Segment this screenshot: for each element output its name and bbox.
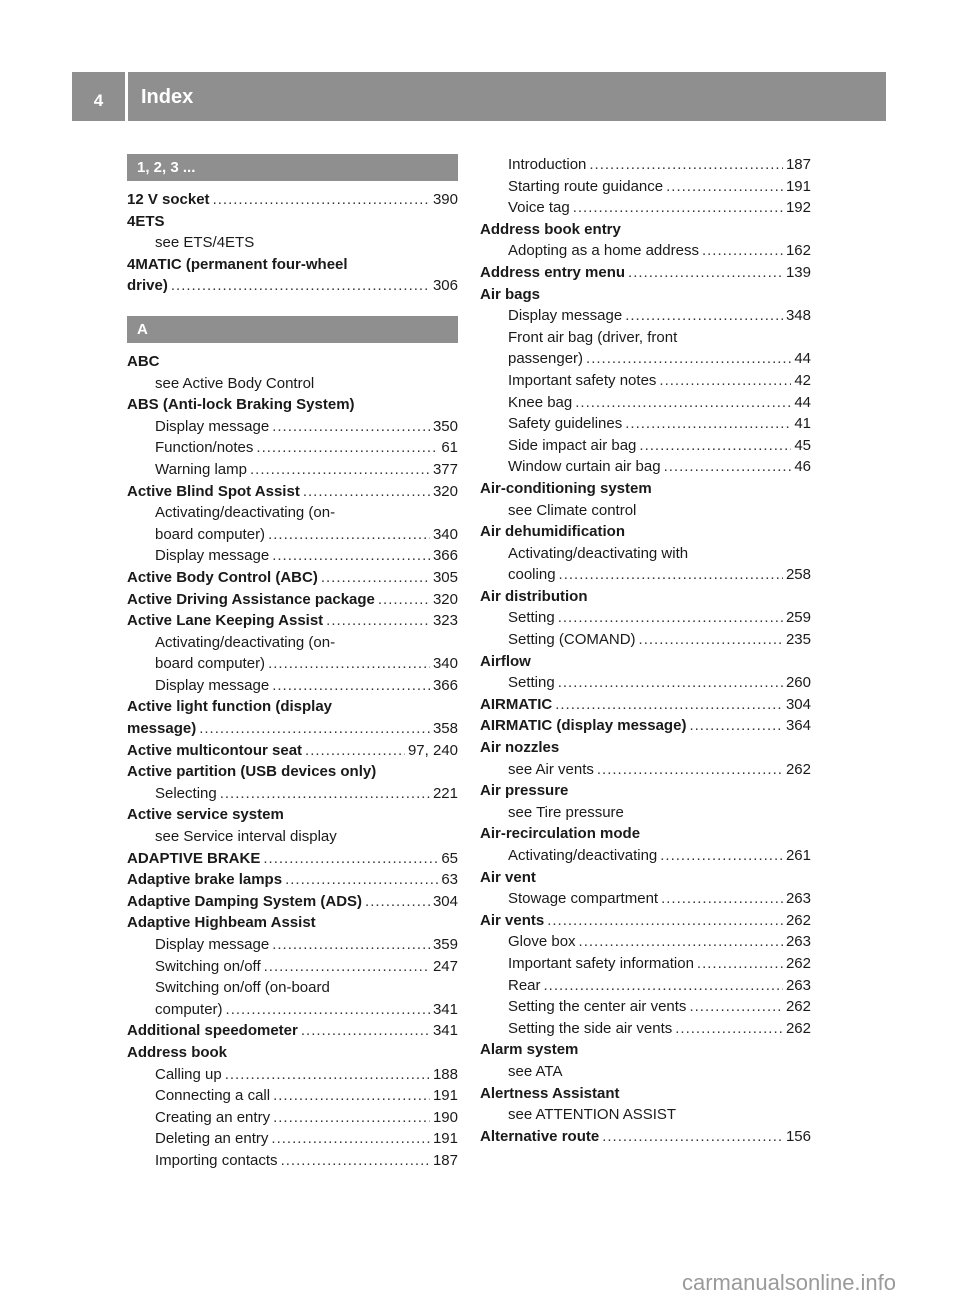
entry-text: Active service system [127,806,284,824]
page-reference[interactable]: 341 [432,1000,458,1018]
index-subentry [480,845,811,867]
index-subentry [127,934,458,956]
index-subentry [480,1061,811,1083]
page-reference[interactable]: 42 [794,371,811,389]
entry-text: Address entry menu [480,263,626,281]
index-entry [480,586,811,608]
page-reference[interactable]: 259 [785,609,811,627]
index-entry [127,869,458,891]
index-entry [480,910,811,932]
page-reference[interactable]: 191 [785,177,811,195]
index-subentry [127,1128,458,1150]
dot-leader [664,456,792,478]
index-entry [127,211,458,233]
dot-leader [272,675,430,697]
index-subentry [480,327,811,349]
index-entry [480,219,811,241]
dot-leader [675,1018,783,1040]
index-entry [127,589,458,611]
index-entry [127,481,458,503]
page-reference[interactable]: 366 [432,547,458,565]
page-reference[interactable]: 235 [785,631,811,649]
dot-leader [326,610,430,632]
index-entry [127,351,458,373]
dot-leader [639,435,791,457]
entry-text: ADAPTIVE BRAKE [127,849,261,867]
index-subentry [127,502,458,524]
dot-leader [639,629,783,651]
index-subentry [480,543,811,565]
index-entry [127,891,458,913]
index-subentry [127,545,458,567]
dot-leader [625,305,783,327]
index-entry [127,567,458,589]
dot-leader [586,348,791,370]
entry-text: Alertness Assistant [480,1084,620,1102]
dot-leader [547,910,783,932]
index-subentry [480,305,811,327]
dot-leader [589,154,783,176]
entry-text: Air-recirculation mode [480,825,641,843]
page-reference[interactable]: 191 [432,1087,458,1105]
entry-text: see Tire pressure [508,803,624,821]
dot-leader [285,869,438,891]
index-entry [127,761,458,783]
entry-text: Alternative route [480,1127,600,1145]
entry-text: Adaptive Damping System (ADS) [127,892,363,910]
page-reference[interactable]: 263 [785,890,811,908]
index-entry [127,912,458,934]
index-entry [127,610,458,632]
entry-text: Window curtain air bag [508,458,661,476]
entry-text: Active Body Control (ABC) [127,568,318,586]
entry-text: Airflow [480,652,531,670]
entry-text: Importing contacts [155,1151,278,1169]
dot-leader [660,845,783,867]
entry-text: Creating an entry [155,1108,271,1126]
index-subentry [127,232,458,254]
dot-leader [250,459,430,481]
index-subentry [480,348,811,370]
entry-text: computer) [155,1000,223,1018]
dot-leader [555,694,783,716]
index-entry [127,740,458,762]
page-reference[interactable]: 263 [785,933,811,951]
index-subentry [480,1104,811,1126]
section-header: 1, 2, 3 ... [127,154,458,181]
dot-leader [666,176,783,198]
entry-text: Calling up [155,1065,222,1083]
index-subentry [127,459,458,481]
entry-text: Function/notes [155,439,254,457]
dot-leader [559,564,783,586]
dot-leader [689,996,783,1018]
entry-text: see Climate control [508,501,637,519]
page-reference[interactable]: 358 [432,720,458,738]
page-reference[interactable]: 63 [441,871,458,889]
page-reference[interactable]: 187 [785,156,811,173]
dot-leader [628,262,783,284]
dot-leader [558,672,783,694]
index-entry [127,804,458,826]
index-column-right [480,154,811,1147]
page-reference[interactable]: 304 [432,892,458,910]
entry-text: Air bags [480,285,541,303]
index-subentry [480,629,811,651]
index-subentry [480,435,811,457]
dot-leader [301,1020,430,1042]
entry-text: Display message [508,307,623,325]
index-subentry [480,975,811,997]
page-reference[interactable]: 366 [432,676,458,694]
index-entry [127,848,458,870]
dot-leader [602,1126,783,1148]
index-entry [127,189,458,211]
entry-text: passenger) [508,350,584,368]
dot-leader [697,953,783,975]
index-subentry [127,675,458,697]
index-entry [127,718,458,740]
entry-text: cooling [508,566,556,584]
dot-leader [558,607,783,629]
entry-text: Additional speedometer [127,1022,298,1040]
entry-text: Warning lamp [155,460,247,478]
index-entry [480,284,811,306]
entry-text: Introduction [508,156,587,173]
page-reference[interactable]: 304 [785,695,811,713]
entry-text: see Service interval display [155,828,337,846]
entry-text: Important safety notes [508,371,657,389]
page-reference[interactable]: 377 [432,460,458,478]
dot-leader [213,189,430,211]
index-subentry [480,456,811,478]
page-reference[interactable]: 156 [785,1127,811,1145]
page-reference[interactable]: 262 [785,998,811,1016]
page-reference[interactable]: 192 [785,199,811,217]
dot-leader [263,848,438,870]
page-header [72,72,886,121]
page-reference[interactable]: 41 [794,415,811,433]
page-reference[interactable]: 390 [432,191,458,208]
page-reference[interactable]: 188 [432,1065,458,1083]
page-reference[interactable]: 44 [794,393,811,411]
entry-text: Front air bag (driver, front [508,328,678,346]
entry-text: 4ETS [127,212,165,230]
page-reference[interactable]: 191 [432,1130,458,1148]
entry-text: Setting the side air vents [508,1019,673,1037]
entry-text: Side impact air bag [508,436,637,454]
dot-leader [273,1107,430,1129]
index-subentry [127,1064,458,1086]
index-entry [480,1083,811,1105]
index-subentry [127,653,458,675]
index-subentry [480,176,811,198]
entry-text: ABS (Anti-lock Braking System) [127,396,355,414]
dot-leader [268,524,430,546]
entry-text: Air distribution [480,587,588,605]
page-reference[interactable]: 260 [785,674,811,692]
index-subentry [127,956,458,978]
dot-leader [225,1064,430,1086]
index-entry [480,694,811,716]
page-reference[interactable]: 258 [785,566,811,584]
index-subentry [480,759,811,781]
dot-leader [226,999,430,1021]
index-subentry [480,564,811,586]
index-subentry [127,416,458,438]
page-reference[interactable]: 341 [432,1022,458,1040]
entry-text: Activating/deactivating with [508,544,689,562]
entry-text: Alarm system [480,1041,579,1059]
index-subentry [480,996,811,1018]
index-entry [480,823,811,845]
dot-leader [689,715,783,737]
entry-text: Display message [155,936,270,953]
index-entry [480,262,811,284]
page-reference[interactable]: 187 [432,1151,458,1169]
entry-text: Adaptive Highbeam Assist [127,914,316,932]
entry-text: see ATTENTION ASSIST [508,1106,677,1124]
entry-text: Display message [155,676,270,694]
page-reference[interactable]: 190 [432,1108,458,1126]
index-subentry [480,197,811,219]
page-reference[interactable]: 44 [794,350,811,368]
entry-text: Setting (COMAND) [508,631,636,649]
dot-leader [303,481,430,503]
entry-text: Active light function (display [127,698,333,716]
page-reference[interactable]: 263 [785,976,811,994]
dot-leader [544,975,783,997]
entry-text: 12 V socket [127,191,210,208]
entry-text: Safety guidelines [508,415,623,433]
index-entry [480,521,811,543]
index-entry [480,478,811,500]
index-entry [127,394,458,416]
page-reference[interactable]: 364 [785,717,811,735]
index-subentry [127,524,458,546]
index-subentry [127,977,458,999]
page-reference[interactable]: 323 [432,612,458,630]
entry-text: board computer) [155,655,266,673]
entry-text: Glove box [508,933,576,951]
dot-leader [268,653,430,675]
index-subentry [480,370,811,392]
entry-text: ABC [127,352,160,370]
index-entry [480,867,811,889]
entry-text: Activating/deactivating (on- [155,633,336,651]
dot-leader [220,783,430,805]
page-reference[interactable]: 262 [785,911,811,929]
index-subentry [127,632,458,654]
index-entry [480,1126,811,1148]
page-reference[interactable]: 261 [785,847,811,864]
dot-leader [575,392,791,414]
index-entry [480,737,811,759]
entry-text: 4MATIC (permanent four-wheel [127,255,348,273]
dot-leader [625,413,791,435]
page-reference[interactable]: 65 [441,849,458,867]
page-reference[interactable]: 247 [432,957,458,975]
entry-text: Air vent [480,868,536,886]
page-reference[interactable]: 306 [432,277,458,295]
index-subentry [480,888,811,910]
entry-text: Air dehumidification [480,523,626,541]
index-subentry [127,437,458,459]
entry-text: Adaptive brake lamps [127,871,283,889]
dot-leader [199,718,430,740]
index-entry [480,715,811,737]
index-subentry [127,1150,458,1172]
entry-text: Deleting an entry [155,1130,269,1148]
dot-leader [702,240,783,262]
page-reference[interactable]: 340 [432,525,458,543]
entry-text: drive) [127,277,168,295]
entry-text: Setting the center air vents [508,998,687,1016]
dot-leader [378,589,430,611]
dot-leader [273,1085,430,1107]
entry-text: see Air vents [508,760,594,778]
page-reference[interactable]: 320 [432,482,458,500]
page-number: 4 [93,91,104,110]
index-entry [127,696,458,718]
entry-text: AIRMATIC (display message) [480,717,687,735]
entry-text: Setting [508,609,555,627]
entry-text: Voice tag [508,199,570,217]
dot-leader [579,931,783,953]
dot-leader [171,275,430,297]
entry-text: Address book [127,1043,228,1061]
page-reference[interactable]: 350 [432,417,458,435]
index-subentry [127,373,458,395]
entry-text: Display message [155,417,270,435]
entry-text: Active multicontour seat [127,741,303,759]
entry-text: Stowage compartment [508,890,659,908]
page-reference[interactable]: 221 [432,784,458,802]
entry-text: Air-conditioning system [480,479,652,497]
index-subentry [480,500,811,522]
entry-text: Switching on/off [155,957,261,975]
index-subentry [127,999,458,1021]
entry-text: see ETS/4ETS [155,234,255,252]
index-subentry [127,783,458,805]
index-subentry [480,240,811,262]
index-column-left [127,154,458,1172]
index-entry [127,1042,458,1064]
page-reference[interactable]: 45 [794,436,811,454]
index-subentry [127,826,458,848]
entry-text: board computer) [155,525,266,543]
entry-text: Active Driving Assistance package [127,590,375,608]
index-subentry [127,1085,458,1107]
index-subentry [480,672,811,694]
index-subentry [480,953,811,975]
dot-leader [271,1128,430,1150]
entry-text: see Active Body Control [155,374,315,392]
dot-leader [365,891,430,913]
entry-text: Important safety information [508,954,694,972]
entry-text: message) [127,720,197,738]
index-entry [480,651,811,673]
page-reference[interactable]: 46 [794,458,811,476]
page-reference[interactable]: 139 [785,263,811,281]
page-reference[interactable]: 348 [785,307,811,325]
index-subentry [480,392,811,414]
page-reference[interactable]: 262 [785,954,811,972]
index-subentry [480,413,811,435]
entry-text: Address book entry [480,220,621,238]
entry-text: see ATA [508,1062,563,1080]
index-entry [127,275,458,297]
entry-text: Activating/deactivating (on- [155,504,336,522]
dot-leader [597,759,783,781]
entry-text: Setting [508,674,555,692]
dot-leader [305,740,405,762]
index-subentry [480,1018,811,1040]
index-entry [127,1020,458,1042]
entry-text: Starting route guidance [508,177,664,195]
entry-text: Active partition (USB devices only) [127,763,377,781]
dot-leader [661,888,783,910]
index-entry [127,254,458,276]
dot-leader [272,545,430,567]
page-reference[interactable]: 162 [785,242,811,260]
watermark: carmanualsonline.info [682,1270,897,1295]
dot-leader [272,416,430,438]
dot-leader [659,370,791,392]
index-subentry [480,607,811,629]
dot-leader [256,437,438,459]
entry-text: Adopting as a home address [508,242,699,260]
dot-leader [264,956,430,978]
page-reference[interactable]: 262 [785,1019,811,1037]
page-reference[interactable]: 61 [441,439,458,457]
index-entry [480,1039,811,1061]
index-subentry [480,154,811,176]
entry-text: Rear [508,976,541,994]
dot-leader [272,934,430,956]
index-subentry [480,802,811,824]
entry-text: Connecting a call [155,1087,271,1105]
page-reference[interactable]: 97, 240 [407,741,458,759]
index-subentry [127,1107,458,1129]
page-reference[interactable]: 320 [432,590,458,608]
entry-text: Selecting [155,784,217,802]
entry-text: Switching on/off (on-board [155,979,330,997]
dot-leader [321,567,430,589]
page-reference[interactable]: 305 [432,568,458,586]
header-divider [125,72,128,121]
page-reference[interactable]: 359 [432,936,458,953]
entry-text: AIRMATIC [480,695,553,713]
section-header: A [127,316,458,343]
index-entry [480,780,811,802]
entry-text: Display message [155,547,270,565]
entry-text: Air vents [480,911,545,929]
page-reference[interactable]: 262 [785,760,811,778]
entry-text: Knee bag [508,393,573,411]
entry-text: Air pressure [480,782,569,800]
entry-text: Air nozzles [480,739,560,757]
entry-text: Active Blind Spot Assist [127,482,300,500]
entry-text: Active Lane Keeping Assist [127,612,324,630]
entry-text: Activating/deactivating [508,847,658,864]
page-reference[interactable]: 340 [432,655,458,673]
dot-leader [281,1150,430,1172]
dot-leader [573,197,783,219]
page-title: Index [141,86,194,108]
index-subentry [480,931,811,953]
